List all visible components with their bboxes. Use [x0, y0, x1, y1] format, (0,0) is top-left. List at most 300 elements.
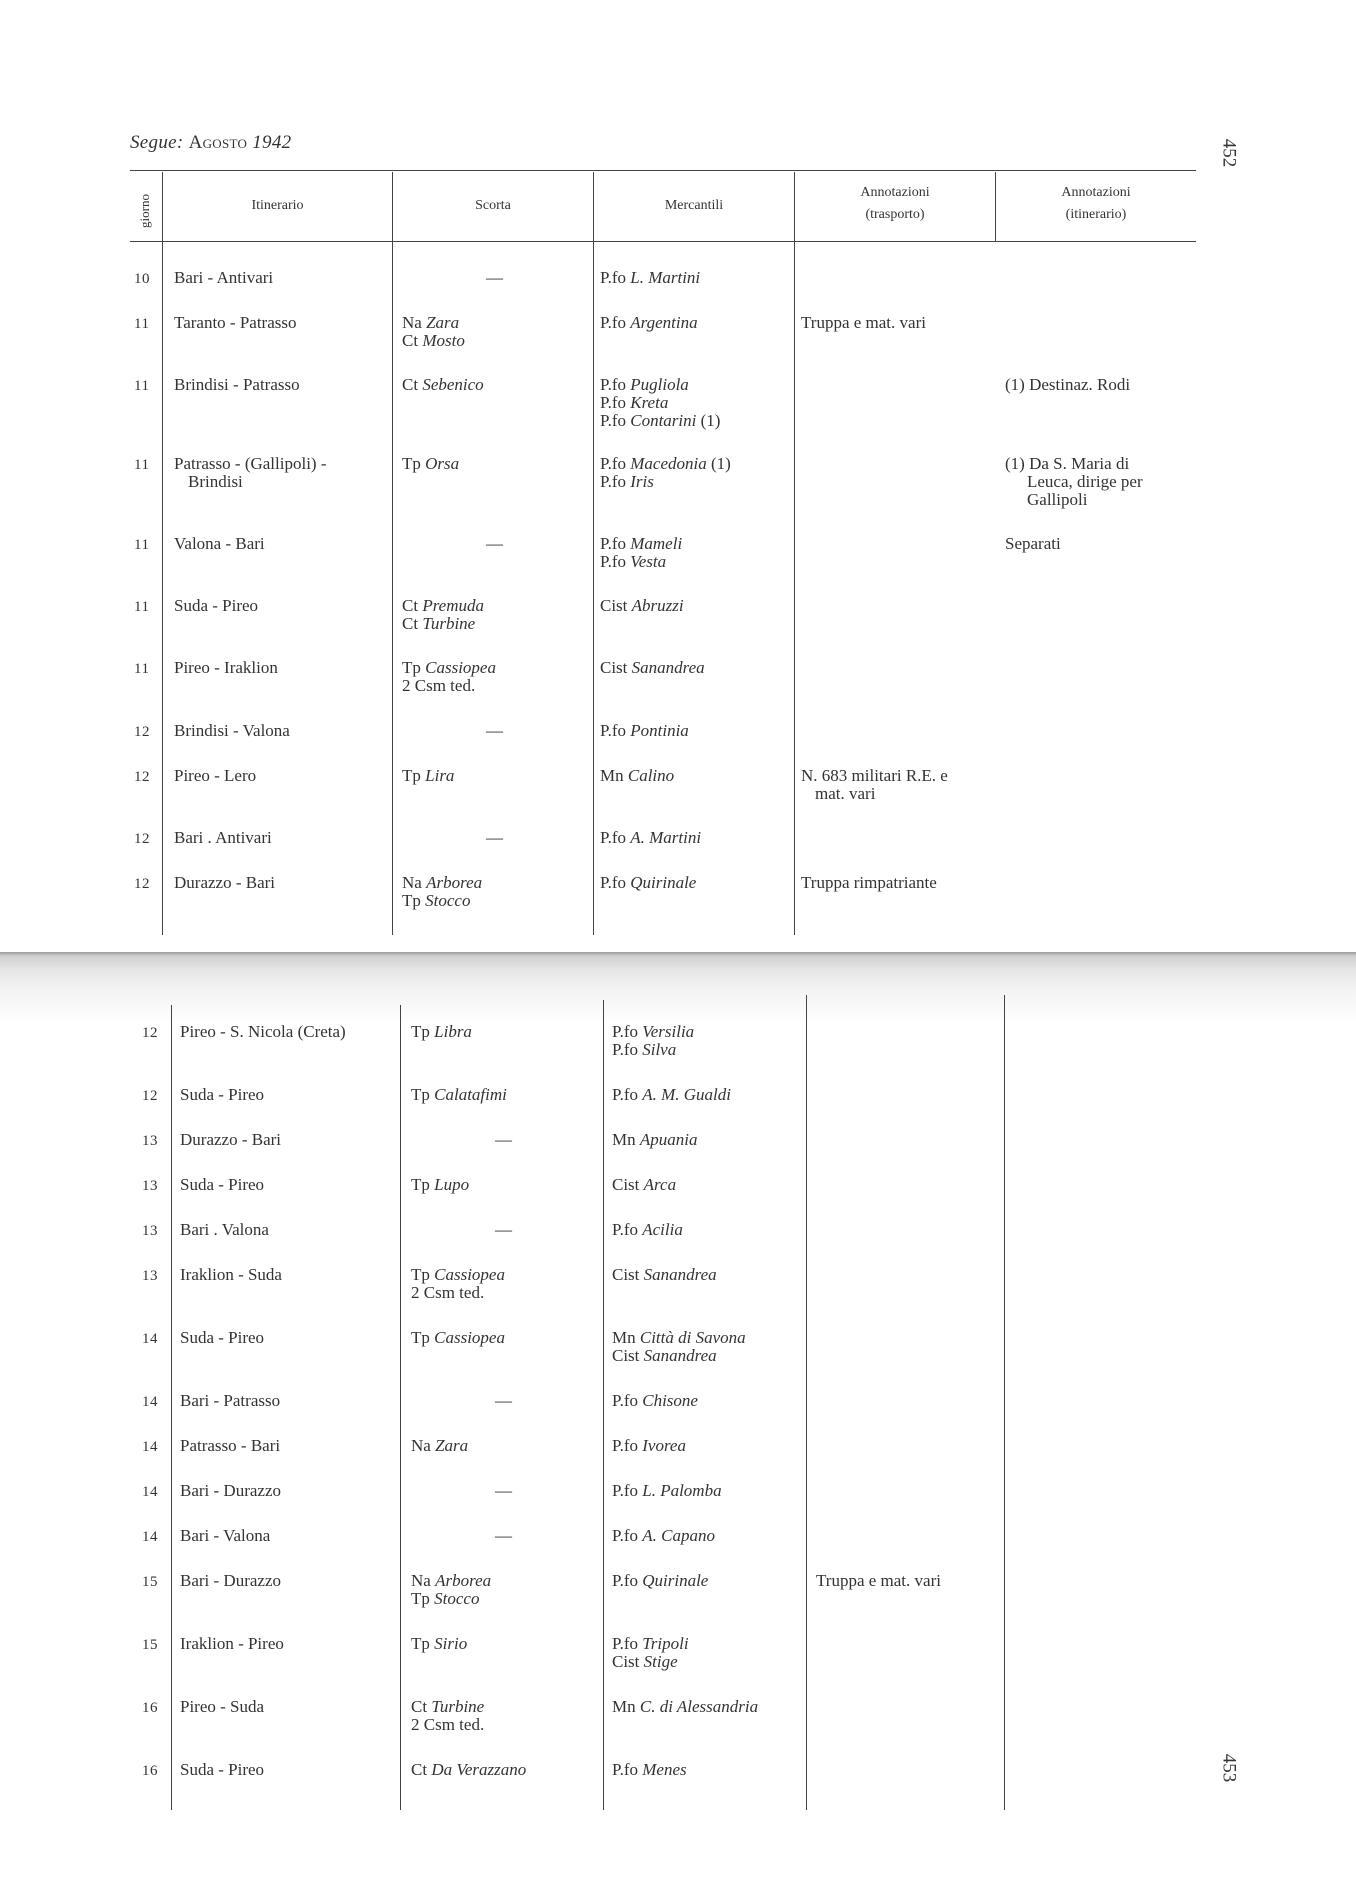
mercantile-entry [612, 1329, 746, 1347]
row-mercantili [612, 1482, 722, 1500]
row-itinerario [174, 597, 258, 615]
mercantile-entry-ship: Arca [643, 1175, 677, 1194]
mercantile-entry-ship: Chisone [642, 1391, 698, 1410]
row-mercantili [600, 722, 689, 740]
itinerario-line: Durazzo - Bari [174, 873, 276, 892]
mercantile-entry-ship: Iris [630, 472, 654, 491]
mercantile-entry [600, 394, 720, 412]
row-mercantili [612, 1437, 686, 1455]
row-scorta [411, 1086, 507, 1104]
row-scorta [402, 767, 454, 785]
itinerario-line: Pireo - Suda [180, 1697, 265, 1716]
row-scorta [411, 1329, 505, 1347]
mercantile-entry-ship: L. Martini [630, 268, 701, 287]
trasporto-line: Truppa e mat. vari [801, 313, 926, 332]
mercantile-entry-prefix: P.fo [600, 534, 626, 553]
mercantile-entry [612, 1761, 687, 1779]
row-itinerario [174, 269, 273, 287]
mercantile-entry-ship: L. Palomba [642, 1481, 722, 1500]
mercantile-entry-ship: Kreta [630, 393, 669, 412]
mercantile-entry [600, 535, 682, 553]
row-itinerario [180, 1266, 282, 1284]
row-itinerario [180, 1761, 264, 1779]
mercantile-entry-ship: Sanandrea [643, 1346, 717, 1365]
mercantile-entry-prefix: Cist [600, 596, 628, 615]
mercantile-entry-ship: Silva [642, 1040, 677, 1059]
row-giorno: 10 [134, 271, 150, 287]
scorta-entry-prefix: Ct [411, 1697, 428, 1716]
mercantile-entry [612, 1572, 708, 1590]
row-scorta [411, 1635, 467, 1653]
mercantile-entry-prefix: Cist [612, 1265, 640, 1284]
mercantile-entry [612, 1527, 715, 1545]
note-line: Separati [1005, 534, 1061, 553]
row-itinerario [180, 1329, 264, 1347]
scorta-entry [411, 1023, 472, 1041]
row-itinerario-note [1005, 535, 1061, 553]
mercantile-entry-ship: A. Martini [630, 828, 702, 847]
col-head-itinerario-line1: Annotazioni [1061, 185, 1131, 200]
row-mercantili [612, 1023, 694, 1059]
row-giorno: 13 [142, 1223, 158, 1239]
mercantile-entry-prefix: Cist [612, 1652, 640, 1671]
itinerario-line: Brindisi - Valona [174, 721, 290, 740]
scorta-entry [402, 659, 496, 677]
scorta-dash: — [495, 1526, 512, 1545]
scorta-entry-prefix: Tp [411, 1175, 430, 1194]
mercantile-entry-prefix: P.fo [612, 1022, 638, 1041]
header-month: Agosto [188, 132, 248, 153]
row-itinerario [174, 829, 272, 847]
row-trasporto [816, 1572, 941, 1590]
col-head-giorno: giorno [137, 194, 152, 228]
scorta-entry-ship: Zara [435, 1436, 469, 1455]
mercantile-entry [612, 1482, 722, 1500]
row-scorta [411, 1023, 472, 1041]
row-scorta [402, 314, 465, 350]
mercantile-entry-ship: A. M. Gualdi [642, 1085, 732, 1104]
col-head-itinerario-line2: (itinerario) [1065, 207, 1127, 222]
mercantile-entry-prefix: P.fo [612, 1391, 638, 1410]
row-scorta [402, 535, 587, 553]
mercantile-entry-ship: Sanandrea [631, 658, 705, 677]
mercantile-entry-prefix: P.fo [600, 313, 626, 332]
row-giorno: 12 [142, 1088, 158, 1104]
row-scorta [402, 455, 459, 473]
mercantile-entry-prefix: P.fo [612, 1481, 638, 1500]
scorta-entry-prefix: Tp [411, 1022, 430, 1041]
mercantile-entry-prefix: Mn [600, 766, 624, 785]
itinerario-line: Brindisi - Patrasso [174, 375, 300, 394]
row-scorta [411, 1527, 596, 1545]
mercantile-entry-note: (1) [700, 411, 721, 430]
page-fold [0, 952, 1356, 1024]
col-head-trasporto-line1: Annotazioni [860, 185, 930, 200]
scorta-entry-prefix: Tp [402, 454, 421, 473]
note-line: (1) Destinaz. Rodi [1005, 375, 1131, 394]
scorta-entry-ship: Stocco [425, 891, 471, 910]
trasporto-line: Truppa rimpatriante [801, 873, 937, 892]
row-giorno: 11 [134, 661, 150, 677]
col-divider-5 [995, 172, 996, 241]
row-trasporto [801, 874, 937, 892]
scorta-entry-ship: Orsa [425, 454, 460, 473]
page-number-bottom: 453 [1218, 1753, 1240, 1783]
row-scorta [402, 269, 587, 287]
mercantile-entry [600, 659, 705, 677]
mercantile-entry [600, 767, 674, 785]
header-prefix: Segue: [130, 132, 184, 153]
row-scorta [411, 1221, 596, 1239]
itinerario-line: Valona - Bari [174, 534, 265, 553]
mercantile-entry-prefix: P.fo [600, 552, 626, 571]
mercantile-entry-prefix: Mn [612, 1130, 636, 1149]
itinerario-line: Patrasso - Bari [180, 1436, 281, 1455]
row-itinerario [180, 1221, 269, 1239]
scorta-entry-prefix: Na [411, 1436, 431, 1455]
scorta-entry [411, 1698, 484, 1716]
row-itinerario [174, 314, 297, 332]
row-itinerario [174, 535, 265, 553]
mercantile-entry-ship: Quirinale [642, 1571, 709, 1590]
mercantile-entry-note: (1) [710, 454, 731, 473]
scorta-entry-ship: Da Verazzano [431, 1760, 527, 1779]
mercantile-entry [612, 1698, 758, 1716]
row-giorno: 12 [134, 831, 150, 847]
scorta-entry [411, 1086, 507, 1104]
itinerario-line: Iraklion - Pireo [180, 1634, 284, 1653]
mercantile-entry-prefix: P.fo [600, 375, 626, 394]
scorta-entry [402, 615, 484, 633]
scorta-entry [411, 1266, 505, 1284]
mercantile-entry [600, 874, 696, 892]
mercantile-entry-ship: Pugliola [630, 375, 689, 394]
col-divider-2 [392, 172, 393, 935]
row-giorno: 14 [142, 1439, 158, 1455]
scorta-entry [411, 1437, 468, 1455]
row-scorta [411, 1176, 469, 1194]
row-giorno: 12 [142, 1025, 158, 1041]
itinerario-line: Suda - Pireo [180, 1760, 265, 1779]
mercantile-entry-ship: A. Capano [642, 1526, 715, 1545]
row-scorta [411, 1392, 596, 1410]
scorta-entry-prefix: Ct [402, 375, 419, 394]
row-itinerario-note [1005, 376, 1130, 394]
mercantile-entry-ship: Stige [643, 1652, 678, 1671]
scorta-entry-prefix: Tp [411, 1328, 430, 1347]
table-top-rule [130, 170, 1196, 171]
mercantile-entry [600, 455, 731, 473]
itinerario-line: Bari - Durazzo [180, 1571, 282, 1590]
col-divider-b3 [603, 1000, 604, 1810]
scorta-entry-ship: Lira [425, 766, 455, 785]
scorta-entry-prefix: Tp [411, 1085, 430, 1104]
mercantile-entry [600, 829, 701, 847]
scorta-dash: — [486, 721, 503, 740]
row-mercantili [612, 1572, 708, 1590]
row-mercantili [600, 829, 701, 847]
scorta-entry-prefix: Tp [411, 1265, 430, 1284]
row-itinerario [174, 767, 256, 785]
mercantile-entry [612, 1131, 697, 1149]
scorta-entry-prefix: Ct [411, 1760, 428, 1779]
col-divider-3 [593, 172, 594, 935]
scorta-entry [402, 376, 484, 394]
itinerario-line: Suda - Pireo [180, 1328, 265, 1347]
mercantile-entry-ship: Ivorea [642, 1436, 686, 1455]
scorta-entry-ship: Arborea [426, 873, 483, 892]
mercantile-entry [612, 1086, 731, 1104]
mercantile-entry-ship: Contarini [630, 411, 697, 430]
row-mercantili [600, 597, 684, 615]
row-itinerario [180, 1482, 281, 1500]
row-scorta [411, 1482, 596, 1500]
scorta-entry-ship: Calatafimi [434, 1085, 507, 1104]
mercantile-entry-ship: Quirinale [630, 873, 697, 892]
row-mercantili [600, 314, 698, 332]
row-mercantili [612, 1635, 689, 1671]
scorta-entry-ship: Turbine [422, 614, 476, 633]
scorta-entry [411, 1176, 469, 1194]
itinerario-line: Pireo - Iraklion [174, 658, 278, 677]
scorta-dash: — [495, 1220, 512, 1239]
header-year: 1942 [252, 132, 292, 153]
scorta-entry-prefix: Na [402, 313, 422, 332]
scorta-entry-prefix: Tp [411, 1634, 430, 1653]
mercantile-entry-ship: Sanandrea [643, 1265, 717, 1284]
row-trasporto [801, 314, 926, 332]
col-head-itinerario: Itinerario [251, 198, 304, 213]
scorta-entry-ship: Mosto [422, 331, 465, 350]
trasporto-line: N. 683 militari R.E. e [801, 766, 948, 785]
row-giorno: 11 [134, 316, 150, 332]
note-line: Leuca, dirige per [1027, 472, 1143, 491]
row-itinerario [180, 1086, 264, 1104]
scorta-entry-prefix: Na [402, 873, 422, 892]
row-itinerario [174, 455, 327, 491]
itinerario-line: Patrasso - (Gallipoli) - [174, 454, 327, 473]
col-divider-b2 [400, 1005, 401, 1810]
row-mercantili [612, 1176, 676, 1194]
scorta-entry-ship: Stocco [434, 1589, 480, 1608]
mercantile-entry-ship: Macedonia [630, 454, 707, 473]
scorta-entry [402, 314, 465, 332]
table-header-rule [130, 241, 1196, 242]
mercantile-entry [612, 1653, 689, 1671]
col-head-annotazioni-itinerario [996, 182, 1196, 226]
row-giorno: 16 [142, 1700, 158, 1716]
note-line: Gallipoli [1027, 490, 1088, 509]
row-mercantili [612, 1221, 683, 1239]
mercantile-entry [600, 553, 682, 571]
scorta-entry [402, 332, 465, 350]
mercantile-entry-prefix: P.fo [612, 1220, 638, 1239]
scorta-entry [411, 1716, 484, 1734]
row-giorno: 14 [142, 1484, 158, 1500]
scorta-entry [402, 597, 484, 615]
row-scorta [411, 1761, 526, 1779]
mercantile-entry [612, 1437, 686, 1455]
row-itinerario [180, 1392, 280, 1410]
mercantile-entry-prefix: P.fo [612, 1571, 638, 1590]
mercantile-entry [600, 412, 720, 430]
row-giorno: 14 [142, 1394, 158, 1410]
scorta-dash: — [486, 828, 503, 847]
mercantile-entry [612, 1176, 676, 1194]
note-line: (1) Da S. Maria di [1005, 454, 1130, 473]
scorta-entry [402, 677, 496, 695]
mercantile-entry-ship: Menes [642, 1760, 687, 1779]
row-mercantili [612, 1086, 731, 1104]
row-giorno: 13 [142, 1178, 158, 1194]
scorta-entry-ship: Libra [434, 1022, 472, 1041]
col-divider-4 [794, 172, 795, 935]
mercantile-entry-prefix: Cist [600, 658, 628, 677]
itinerario-line: Pireo - Lero [174, 766, 257, 785]
scorta-entry [402, 455, 459, 473]
mercantile-entry-prefix: Cist [612, 1175, 640, 1194]
mercantile-entry-prefix: P.fo [600, 454, 626, 473]
mercantile-entry-prefix: P.fo [600, 268, 626, 287]
itinerario-line: Bari . Valona [180, 1220, 269, 1239]
col-divider-1 [162, 172, 163, 935]
mercantile-entry-ship: Apuania [639, 1130, 698, 1149]
row-mercantili [600, 659, 705, 677]
scorta-entry [402, 892, 482, 910]
row-itinerario [180, 1698, 264, 1716]
scorta-entry [411, 1329, 505, 1347]
scorta-entry-prefix: 2 Csm ted. [411, 1715, 485, 1734]
itinerario-line: Taranto - Patrasso [174, 313, 297, 332]
scorta-entry [411, 1635, 467, 1653]
row-mercantili [612, 1761, 687, 1779]
mercantile-entry-prefix: P.fo [600, 828, 626, 847]
mercantile-entry [612, 1023, 694, 1041]
mercantile-entry-prefix: P.fo [600, 472, 626, 491]
scorta-entry-ship: Sebenico [422, 375, 484, 394]
mercantile-entry [612, 1041, 694, 1059]
trasporto-line: mat. vari [815, 784, 876, 803]
scorta-entry-ship: Cassiopea [434, 1328, 505, 1347]
row-scorta [411, 1266, 505, 1302]
scorta-entry [411, 1572, 491, 1590]
row-itinerario [180, 1437, 280, 1455]
mercantile-entry-ship: C. di Alessandria [639, 1697, 759, 1716]
row-giorno: 14 [142, 1331, 158, 1347]
mercantile-entry-prefix: P.fo [612, 1085, 638, 1104]
mercantile-entry-prefix: P.fo [600, 411, 626, 430]
mercantile-entry-ship: Pontinia [630, 721, 689, 740]
row-mercantili [600, 455, 731, 491]
row-mercantili [600, 767, 674, 785]
mercantile-entry-prefix: P.fo [612, 1526, 638, 1545]
row-itinerario-note [1005, 455, 1143, 509]
col-head-scorta: Scorta [475, 198, 511, 213]
scorta-entry-prefix: Na [411, 1571, 431, 1590]
mercantile-entry-ship: Argentina [630, 313, 698, 332]
itinerario-line: Bari - Valona [180, 1526, 271, 1545]
scorta-dash: — [495, 1391, 512, 1410]
row-itinerario [174, 376, 300, 394]
row-giorno: 14 [142, 1529, 158, 1545]
mercantile-entry [600, 722, 689, 740]
row-mercantili [600, 874, 696, 892]
mercantile-entry-prefix: Mn [612, 1697, 636, 1716]
mercantile-entry-prefix: Cist [612, 1346, 640, 1365]
row-itinerario [180, 1635, 284, 1653]
col-head-annotazioni-trasporto [795, 182, 995, 226]
mercantile-entry-prefix: P.fo [612, 1436, 638, 1455]
itinerario-line: Iraklion - Suda [180, 1265, 282, 1284]
scorta-entry-ship: Lupo [434, 1175, 470, 1194]
row-giorno: 12 [134, 724, 150, 740]
mercantile-entry-ship: Vesta [630, 552, 667, 571]
row-itinerario [174, 722, 290, 740]
row-mercantili [600, 269, 700, 287]
itinerario-line: Bari - Patrasso [180, 1391, 281, 1410]
row-giorno: 11 [134, 537, 150, 553]
mercantile-entry [612, 1221, 683, 1239]
scorta-entry [402, 767, 454, 785]
row-scorta [402, 874, 482, 910]
row-itinerario [180, 1176, 264, 1194]
row-giorno: 15 [142, 1574, 158, 1590]
row-itinerario [180, 1023, 346, 1041]
row-giorno: 12 [134, 769, 150, 785]
row-scorta [402, 376, 484, 394]
mercantile-entry-prefix: P.fo [600, 873, 626, 892]
itinerario-line: Durazzo - Bari [180, 1130, 282, 1149]
mercantile-entry [600, 376, 720, 394]
row-giorno: 16 [142, 1763, 158, 1779]
row-itinerario [174, 874, 275, 892]
mercantile-entry [600, 314, 698, 332]
col-head-mercantili: Mercantili [664, 198, 724, 213]
mercantile-entry [612, 1392, 698, 1410]
row-itinerario [180, 1527, 270, 1545]
itinerario-line: Bari - Antivari [174, 268, 274, 287]
row-mercantili [612, 1329, 746, 1365]
row-scorta [402, 597, 484, 633]
col-head-trasporto-line2: (trasporto) [865, 207, 925, 222]
row-scorta [411, 1437, 468, 1455]
scorta-entry-prefix: Ct [402, 596, 419, 615]
scorta-entry-prefix: Tp [402, 766, 421, 785]
itinerario-line: Bari . Antivari [174, 828, 272, 847]
scorta-entry-prefix: Tp [402, 891, 421, 910]
row-mercantili [612, 1392, 698, 1410]
row-scorta [402, 659, 496, 695]
page-number-top: 452 [1218, 138, 1240, 168]
row-giorno: 12 [134, 876, 150, 892]
mercantile-entry-ship: Versilia [642, 1022, 695, 1041]
scorta-entry-ship: Turbine [431, 1697, 485, 1716]
row-giorno: 11 [134, 457, 150, 473]
scorta-entry-prefix: 2 Csm ted. [411, 1283, 485, 1302]
row-itinerario [180, 1131, 281, 1149]
row-giorno: 13 [142, 1268, 158, 1284]
row-mercantili [612, 1698, 758, 1716]
scorta-entry [411, 1761, 526, 1779]
itinerario-line: Pireo - S. Nicola (Creta) [180, 1022, 346, 1041]
scorta-entry-prefix: Tp [402, 658, 421, 677]
scorta-entry-prefix: 2 Csm ted. [402, 676, 476, 695]
row-giorno: 13 [142, 1133, 158, 1149]
row-mercantili [612, 1527, 715, 1545]
row-itinerario [174, 659, 278, 677]
mercantile-entry-ship: Calino [627, 766, 675, 785]
row-mercantili [612, 1131, 697, 1149]
